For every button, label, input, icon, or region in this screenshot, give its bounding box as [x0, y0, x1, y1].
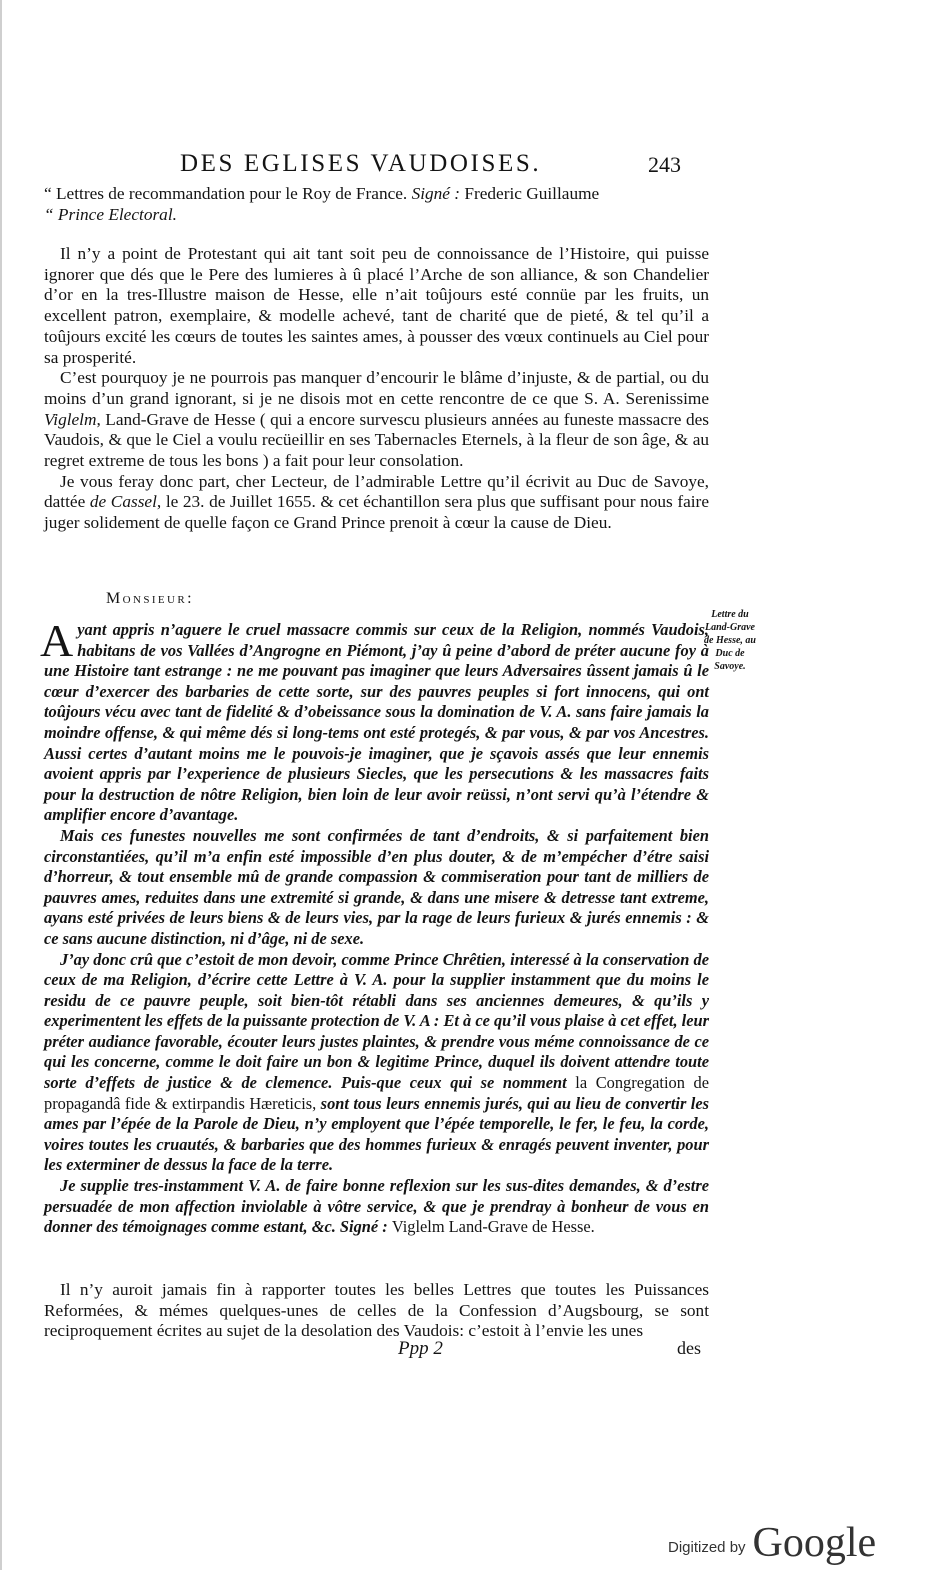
letter-paragraph-1-text: yant appris n’aguere le cruel massacre commis sur ceux de la Religion, nommés Vaudois, habitans de vos Vallées d’Angrogne en Piémont, j’ay û peine d’abord de préter aucune foy à une Histoire tant estrange : ne me pouvant pas imaginer que leurs Adversaires ûssent jamais û le cœur d’exercer des barbaries de cette sorte, sur des pauvres peuples si fort innocens, qui ont toûjours vécu avec tant de fidelité & d’obeissance sous la domination de V. A. sans faire jamais la moindre offense, & qui même dés si long-tems ont esté protegés, & par vous, & par vos Ancestres. Aussi certes d’autant moins me le pouvois-je imaginer, que je sçavois assés que leur ennemis avoient appris par l’experience de plusieurs Siecles, que les persecutions & les massacres faits pour la destruction de nôtre Religion, bien loin de leur avoir reüssi, n’ont servi qu’à l’étendre & amplifier encore d’avantage. — [44, 620, 709, 825]
paragraph-3-text: Je vous feray donc part, cher Lecteur, de l’admirable Lettre qu’il écrivit au Duc de Savoye, dattée — [44, 471, 709, 512]
catchword: des — [677, 1338, 701, 1358]
signer-name: Frederic Guillaume — [460, 184, 600, 203]
letter-body — [40, 615, 710, 1238]
quoted-signature-block — [44, 184, 709, 225]
paragraph-2 — [44, 368, 709, 472]
running-head: DES EGLISES VAUDOISES. — [180, 150, 542, 177]
quote-line-2: “ Prince Electoral. — [44, 204, 177, 224]
closing-paragraph: Il n’y auroit jamais fin à rapporter toutes les belles Lettres que toutes les Puissances Reformées, & mémes quelques-unes de celles de la Confession d’Augsbourg, se sont reciproquement écrites au sujet de la desolation des Vaudois: c’estoit à l’envie les unes — [44, 1280, 709, 1341]
watermark-prefix: Digitized by — [668, 1539, 746, 1556]
letter-paragraph-3-text: J’ay donc crû que c’estoit de mon devoir, comme Prince Chrêtien, interessé à la conservation de ceux de ma Religion, d’écrire cette Lettre à V. A. pour la supplier instamment que du moins le residu de ce pauvre peuple, soit bien-tôt rétabli dans ses anciennes demeures, & qu’ils y experimentent les effets de la puissante protection de V. A : Et à ce qu’il vous plaise à cet effet, leur préter audiance favorable, écouter leurs justes plaintes, & prendre vous méme connoissance de ce qui les concerne, comme le doit faire un bon & legitime Prince, duquel ils doivent attendre toute sorte d’effets de justice & de clemence. Puis-que ceux qui se nomment — [44, 949, 709, 1093]
margin-note: Lettre du Land-Grave de Hesse, au Duc de Savoye. — [704, 609, 756, 672]
letter-paragraph-2: Mais ces funestes nouvelles me sont confirmées de tant d’endroits, & si parfaitement bien circonstantiées, qu’il m’a enfin esté impossible d’en plus douter, & de m’empécher d’étre saisi d’horreur, & tout ensemble mû de grande compassion & commiseration pour tant de milliers de pauvres ames, reduites dans une extremité si grande, & dans une misere & detresse tant extreme, ayans esté privées de leurs biens & de leurs vies, par la rage de leurs furieux & jurés ennemis : & ce sans aucune distinction, ni d’âge, ni de sexe. — [44, 825, 709, 948]
digitization-watermark — [668, 1519, 876, 1567]
letter-paragraph-3 — [44, 950, 709, 1177]
letter-closing-text: Je supplie tres-instamment V. A. de faire bonne reflexion sur les sus-dites demandes, & d’estre persuadée de mon affection inviolable à vôtre service, & que je prendray à bonheur de vous en donner des témoignages comme estant, &c. Signé : — [44, 1176, 709, 1237]
place-name: de Cassel — [89, 492, 157, 512]
letter-salutation: Monsieur: — [106, 590, 194, 607]
quote-text: “ Lettres de recommandation pour le Roy de France. — [44, 184, 412, 203]
signature-mark: Ppp 2 — [398, 1338, 443, 1359]
closing-text — [44, 1280, 709, 1342]
letter-paragraph-1 — [40, 615, 709, 826]
paragraph-3-text-cont: , le 23. de Juillet 1655. & cet échantillon sera plus que suffisant pour nous faire juger solidement de quelle façon ce Grand Prince prenoit à cœur la cause de Dieu. — [44, 492, 709, 533]
quote-line-1 — [44, 184, 709, 205]
letter-signature: Viglelm Land-Grave de Hesse. — [391, 1217, 595, 1237]
latin-phrase: la Congregation de propagandâ fide & extirpandis Hæreticis, — [44, 1073, 710, 1113]
page-number: 243 — [648, 152, 681, 177]
drop-cap: A — [40, 615, 74, 666]
prince-name: Viglelm — [44, 409, 97, 429]
letter-paragraph-3-text-cont: sont tous leurs ennemis jurés, qui au lieu de convertir les ames par l’épée de la Parole de Dieu, n’y employent que l’épée temporelle, le fer, le feu, la corde, voires toutes les cruautés, & barbaries que des hommes furieux & enragés peuvent inventer, pour les exterminer de dessus la face de la terre. — [44, 1093, 709, 1175]
paragraph-2-text: C’est pourquoy je ne pourrois pas manquer d’encourir le blâme d’injuste, & de partial, ou du moins d’un grand ignorant, si je ne disois mot en cette rencontre de ce que S. A. Serenissime — [44, 368, 709, 408]
paragraph-1: Il n’y a point de Protestant qui ait tant soit peu de connoissance de l’Histoire, qui puisse ignorer que dés que le Pere des lumieres à û placé l’Arche de son alliance, & son Chandelier d’or en la tres-Illustre maison de Hesse, elle n’ait toûjours esté connüe par les fruits, un excellent patron, exemplaire, & modelle achevé, tant de charité que de pieté, & tel qu’il a toûjours excité les cœurs de toutes les saintes ames, à pousser des vœux continuels au Ciel pour sa prosperité. — [44, 244, 709, 367]
watermark-brand: Google — [752, 1520, 877, 1566]
paragraph-2-text-cont: , Land-Grave de Hesse ( qui a encore survescu plusieurs années au funeste massacre des Vaudois, & que le Ciel a voulu recüeillir en ses Tabernacles Eternels, à la fleur de son âge, & au regret extreme de tous les bons ) a fait pour leur consolation. — [44, 409, 709, 471]
letter-paragraph-4 — [44, 1176, 709, 1238]
body-text — [44, 244, 709, 534]
page-header — [0, 150, 925, 186]
page-edge — [0, 0, 2, 1570]
signed-label: Signé : — [411, 184, 461, 203]
paragraph-3 — [44, 472, 709, 534]
